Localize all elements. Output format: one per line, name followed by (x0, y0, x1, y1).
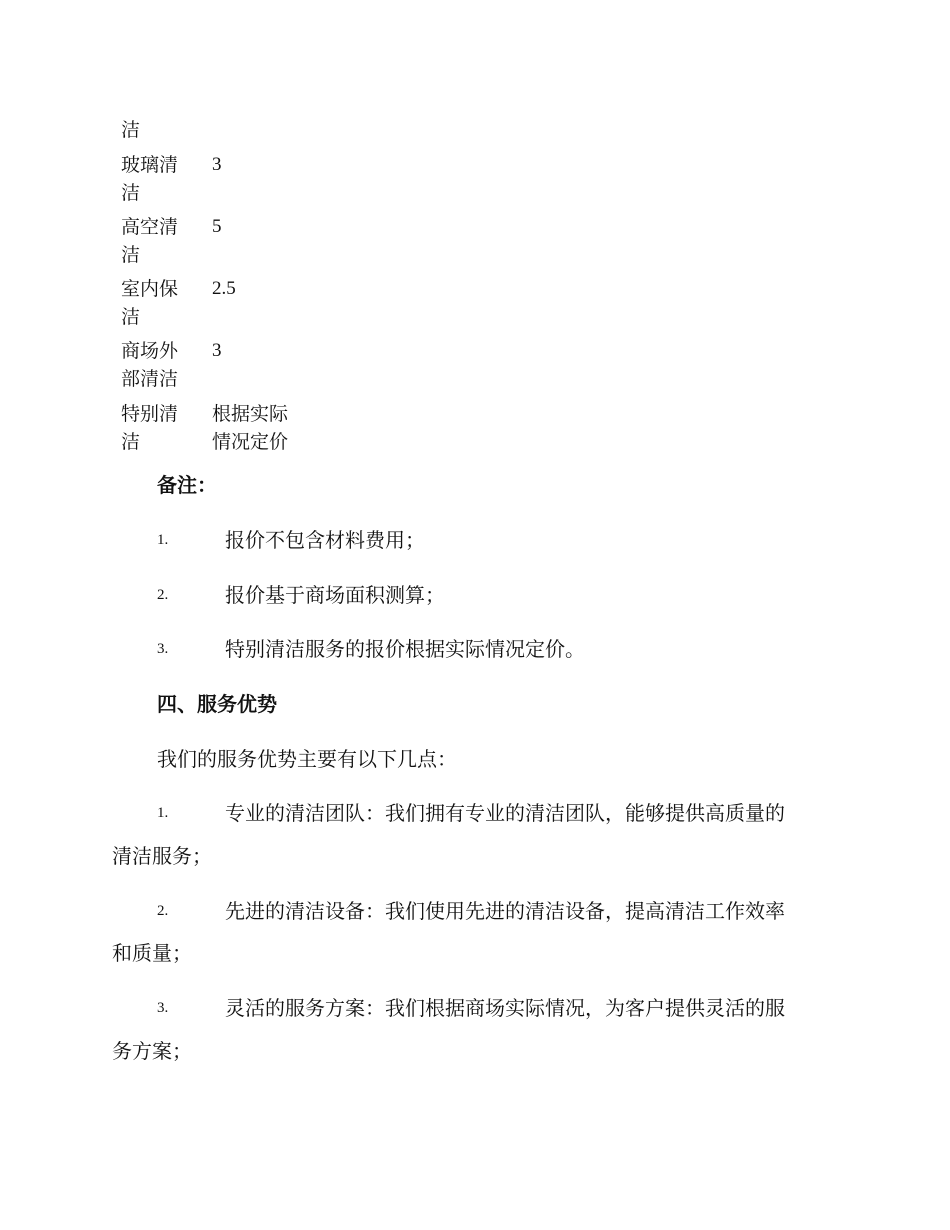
notes-heading: 备注： (157, 473, 217, 497)
list-number: 1. (157, 532, 169, 548)
service-name-cell (121, 400, 212, 456)
price-cell (212, 213, 312, 269)
service-name-line: 特别清 (121, 403, 179, 425)
service-name-line: 高空清 (121, 216, 179, 238)
section-intro: 我们的服务优势主要有以下几点： (157, 747, 457, 771)
list-text: 报价基于商场面积测算； (225, 583, 445, 607)
price-value: 3 (212, 340, 222, 361)
list-text-line1: 先进的清洁设备：我们使用先进的清洁设备，提高清洁工作效率 (225, 899, 785, 923)
service-name-line: 洁 (121, 182, 141, 204)
service-name-line: 洁 (121, 119, 141, 141)
table-row (121, 116, 212, 150)
service-name-cell (121, 275, 212, 331)
price-cell (212, 337, 312, 393)
table-row (121, 275, 312, 331)
price-value: 5 (212, 216, 222, 237)
price-cell (212, 400, 312, 456)
service-name-line: 部清洁 (121, 368, 179, 390)
list-number: 2. (157, 587, 169, 603)
list-text-line2: 务方案； (112, 1039, 192, 1063)
table-row (121, 151, 312, 207)
service-name-cell (121, 337, 212, 393)
list-number: 2. (157, 903, 169, 919)
table-row (121, 337, 312, 393)
service-name-line: 室内保 (121, 278, 179, 300)
price-value: 3 (212, 154, 222, 175)
service-name-line: 玻璃清 (121, 154, 179, 176)
list-number: 3. (157, 641, 169, 657)
service-name-line: 商场外 (121, 340, 179, 362)
service-name-cell (121, 116, 212, 150)
list-text-line1: 专业的清洁团队：我们拥有专业的清洁团队，能够提供高质量的 (225, 801, 785, 825)
service-name-cell (121, 213, 212, 269)
price-cell (212, 275, 312, 331)
list-text-line1: 灵活的服务方案：我们根据商场实际情况，为客户提供灵活的服 (225, 996, 785, 1020)
price-cell (212, 151, 312, 207)
service-name-cell (121, 151, 212, 207)
service-name-line: 洁 (121, 431, 141, 453)
list-text-line2: 清洁服务； (112, 844, 212, 868)
list-text: 特别清洁服务的报价根据实际情况定价。 (225, 637, 585, 661)
service-name-line: 洁 (121, 306, 141, 328)
list-number: 3. (157, 1000, 169, 1016)
section-heading: 四、服务优势 (157, 692, 277, 716)
list-text: 报价不包含材料费用； (225, 528, 425, 552)
service-name-line: 洁 (121, 244, 141, 266)
list-number: 1. (157, 805, 169, 821)
price-value: 根据实际 (212, 403, 289, 425)
table-row (121, 213, 312, 269)
price-value: 2.5 (212, 278, 236, 299)
table-row (121, 400, 312, 456)
price-value: 情况定价 (212, 431, 289, 453)
list-text-line2: 和质量； (112, 941, 192, 965)
